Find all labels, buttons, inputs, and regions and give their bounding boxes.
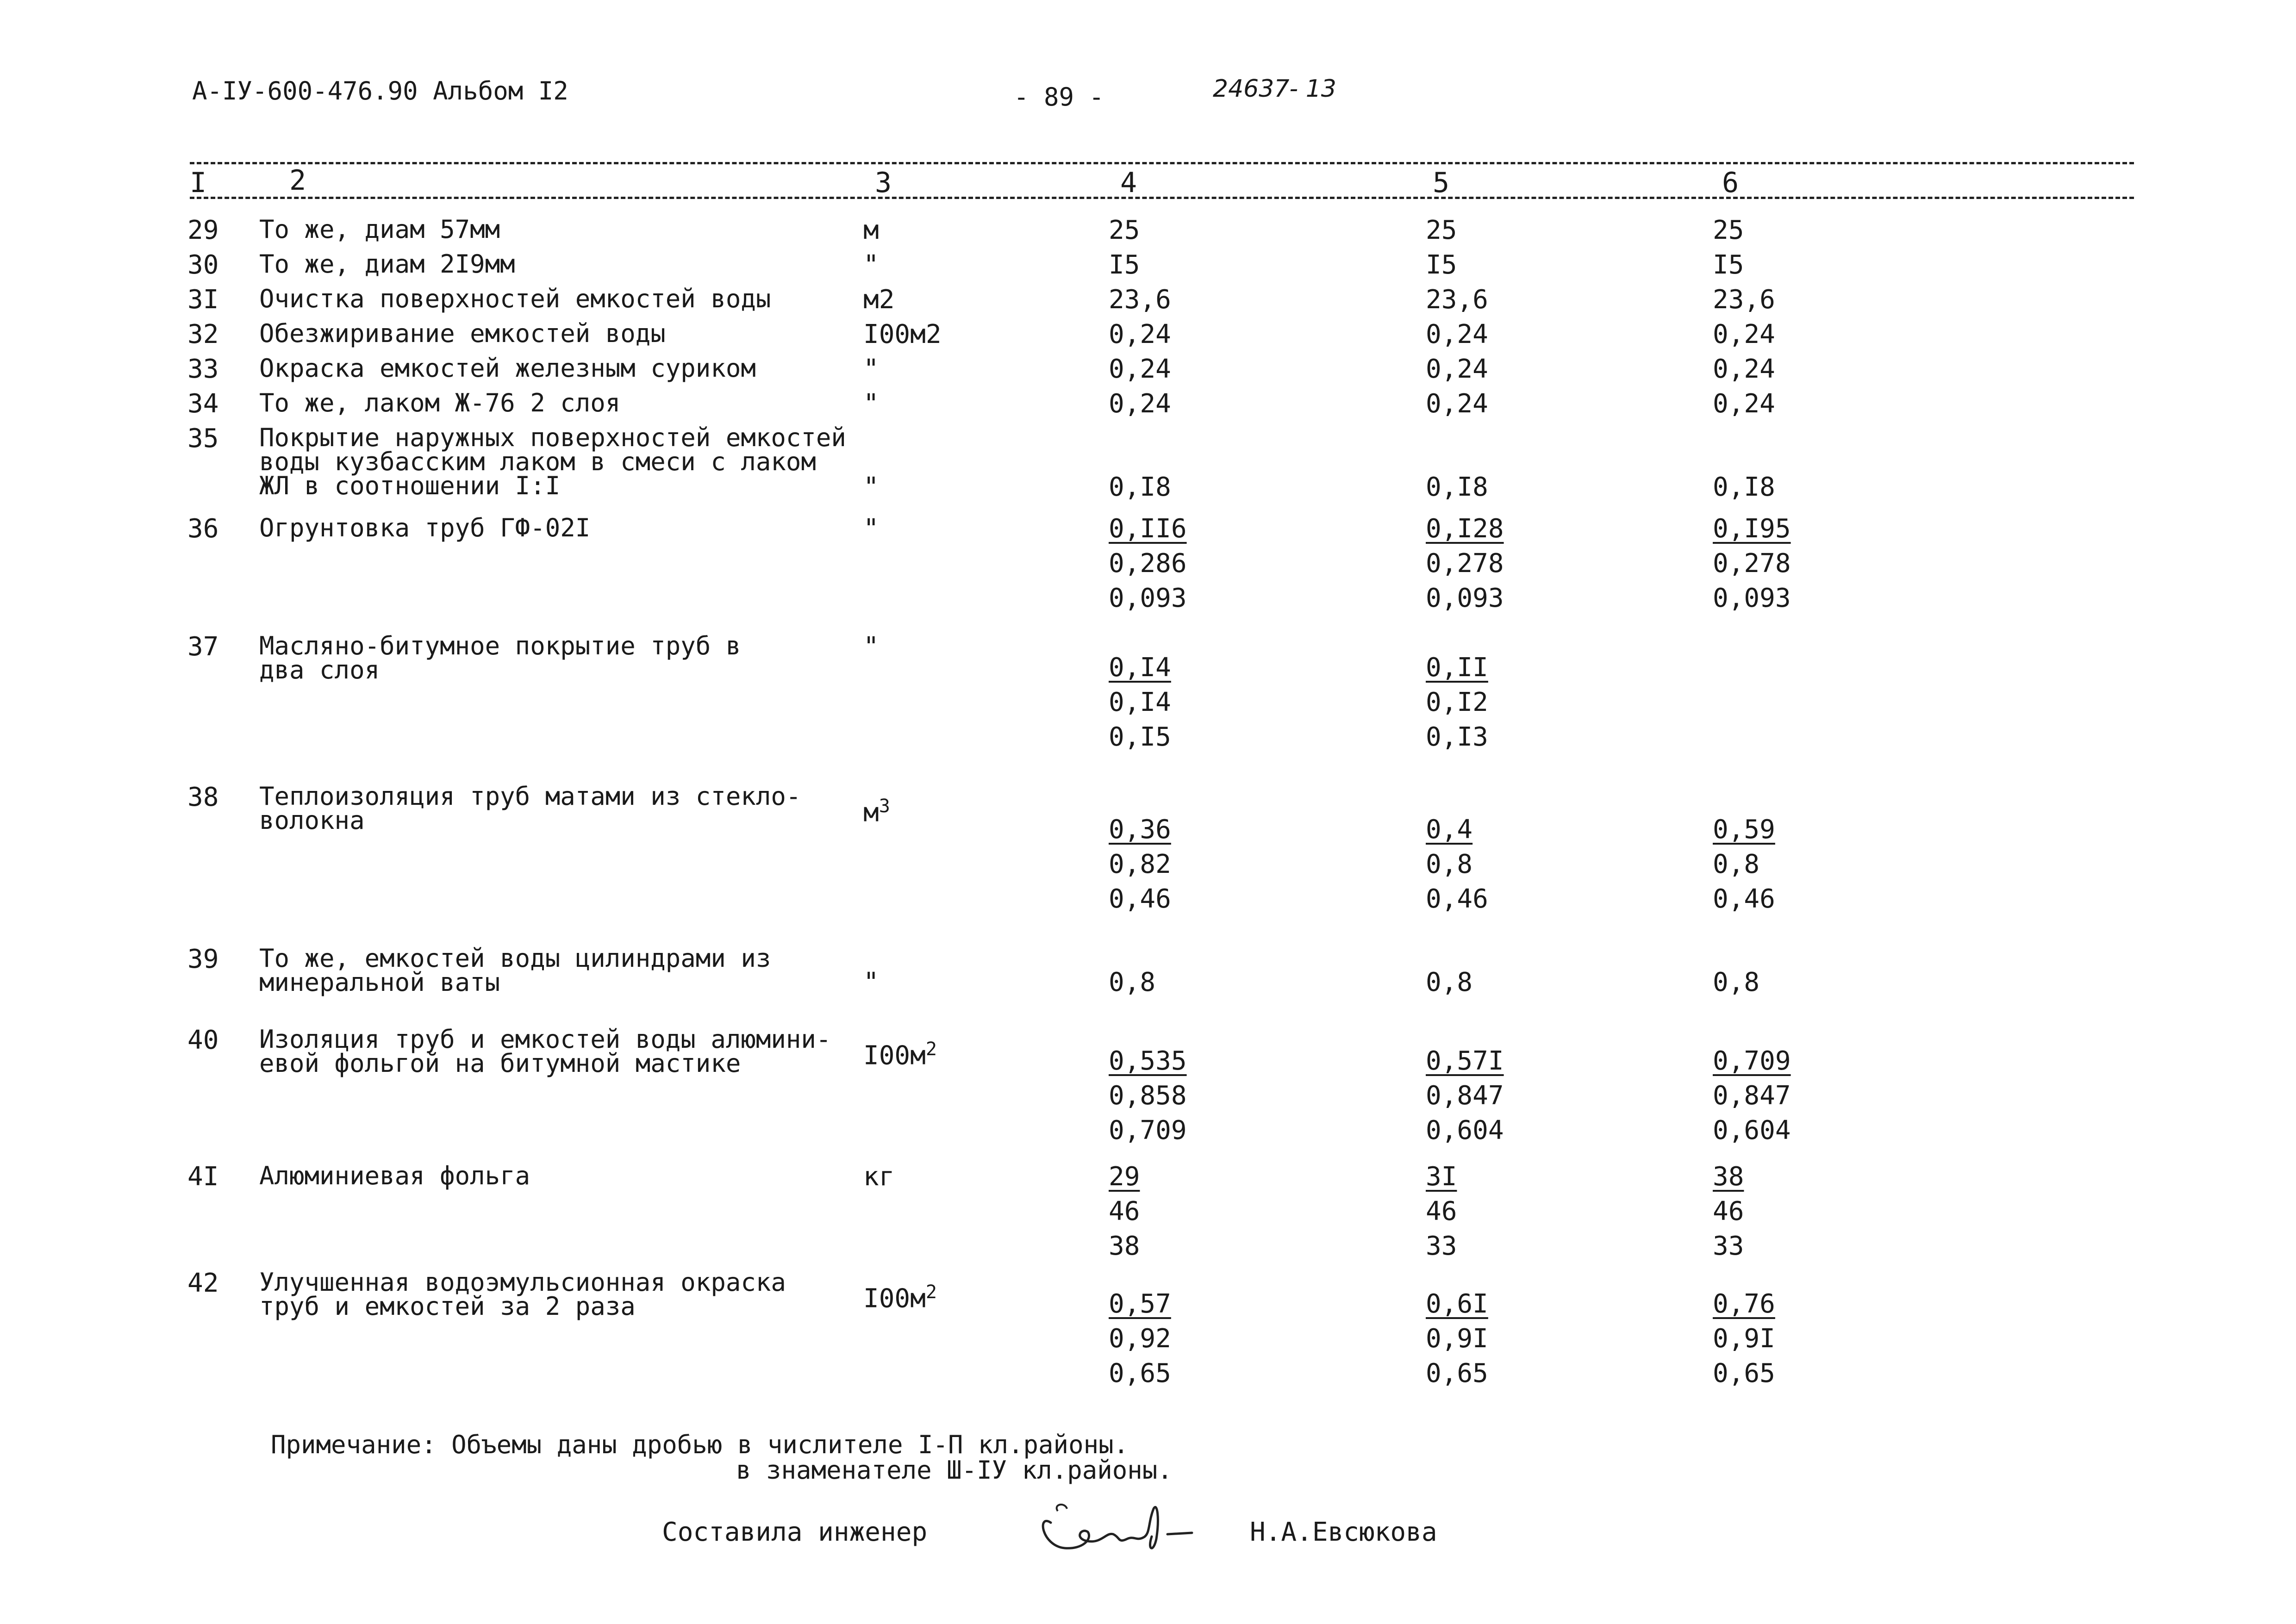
value-c4: I5 bbox=[1109, 250, 1140, 280]
value-c5-numerator: 0,I28 bbox=[1426, 514, 1504, 544]
value-c6: I5 bbox=[1713, 250, 1744, 280]
work-description-line: Изоляция труб и емкостей воды алюмини- bbox=[259, 1025, 831, 1054]
unit-of-measure: $м^3$ bbox=[863, 796, 890, 828]
value-c5-denominator-a: 0,8 bbox=[1426, 849, 1473, 879]
value-c4-denominator-b: 0,46 bbox=[1109, 884, 1171, 914]
value-c6: 0,I8 bbox=[1713, 472, 1775, 502]
page-number: - 89 - bbox=[1014, 82, 1104, 112]
work-description-line: То же, емкостей воды цилиндрами из bbox=[259, 944, 771, 973]
value-c6: 0,24 bbox=[1713, 354, 1775, 384]
column-header-3: 3 bbox=[875, 167, 892, 199]
value-c4: 0,24 bbox=[1109, 354, 1171, 384]
work-description-line: Окраска емкостей железным суриком bbox=[259, 354, 756, 383]
work-description-line: Масляно-битумное покрытие труб в bbox=[259, 631, 741, 660]
row-number: 40 bbox=[187, 1025, 219, 1055]
unit-of-measure: $I00м^2$ bbox=[863, 1039, 937, 1071]
work-description-line: Покрытие наружных поверхностей емкостей bbox=[259, 423, 846, 452]
value-c4-numerator: 0,II6 bbox=[1109, 514, 1187, 544]
value-c4-numerator: 0,535 bbox=[1109, 1046, 1187, 1076]
value-c4-denominator-a: 0,82 bbox=[1109, 849, 1171, 879]
value-c4: 0,I8 bbox=[1109, 472, 1171, 502]
value-c4-denominator-a: 0,I4 bbox=[1109, 687, 1171, 717]
value-c5: 0,I8 bbox=[1426, 472, 1488, 502]
value-c6-numerator: 0,76 bbox=[1713, 1289, 1775, 1319]
value-c4: 0,24 bbox=[1109, 319, 1171, 349]
value-c4-numerator: 0,I4 bbox=[1109, 653, 1171, 683]
header-rule-top bbox=[190, 162, 2134, 164]
work-description-line: два слоя bbox=[259, 655, 380, 684]
row-number: 36 bbox=[187, 514, 219, 544]
value-c6-denominator-a: 0,278 bbox=[1713, 548, 1791, 579]
value-c6: 25 bbox=[1713, 215, 1744, 245]
work-description-line: Огрунтовка труб ГФ-02I bbox=[259, 513, 591, 542]
value-c6-denominator-b: 0,65 bbox=[1713, 1358, 1775, 1388]
work-description-line: евой фольгой на битумной мастике bbox=[259, 1049, 741, 1078]
value-c5-numerator: 0,4 bbox=[1426, 815, 1473, 845]
work-description-line: труб и емкостей за 2 раза bbox=[259, 1292, 636, 1321]
value-c5: I5 bbox=[1426, 250, 1457, 280]
value-c6-denominator-a: 0,9I bbox=[1713, 1324, 1775, 1354]
value-c6: 0,24 bbox=[1713, 319, 1775, 349]
value-c4-numerator: 0,36 bbox=[1109, 815, 1171, 845]
work-description-line: минеральной ваты bbox=[259, 968, 500, 997]
work-description-line: То же, лаком Ж-76 2 слоя bbox=[259, 388, 621, 417]
row-number: 29 bbox=[187, 215, 219, 245]
work-description-line: То же, диам 57мм bbox=[259, 215, 500, 244]
value-c5: 0,8 bbox=[1426, 967, 1473, 997]
value-c4-denominator-b: 0,I5 bbox=[1109, 722, 1171, 752]
value-c6-denominator-a: 0,8 bbox=[1713, 849, 1760, 879]
value-c4: 0,24 bbox=[1109, 389, 1171, 419]
unit-of-measure: " bbox=[863, 389, 879, 419]
value-c4-numerator: 0,57 bbox=[1109, 1289, 1171, 1319]
row-number: 3I bbox=[187, 285, 219, 315]
value-c5: 0,24 bbox=[1426, 354, 1488, 384]
value-c5-denominator-b: 0,093 bbox=[1426, 583, 1504, 613]
signoff-label: Составила инженер bbox=[662, 1517, 928, 1547]
row-number: 30 bbox=[187, 250, 219, 280]
value-c4-denominator-a: 46 bbox=[1109, 1196, 1140, 1226]
unit-of-measure: " bbox=[863, 632, 879, 662]
header-rule-bottom bbox=[190, 197, 2134, 199]
value-c5-denominator-b: 33 bbox=[1426, 1231, 1457, 1261]
value-c6: 0,24 bbox=[1713, 389, 1775, 419]
value-c4-denominator-b: 0,65 bbox=[1109, 1358, 1171, 1388]
value-c5-denominator-b: 0,65 bbox=[1426, 1358, 1488, 1388]
row-number: 38 bbox=[187, 782, 219, 812]
value-c4: 0,8 bbox=[1109, 967, 1156, 997]
value-c5-numerator: 3I bbox=[1426, 1162, 1457, 1192]
unit-of-measure: м bbox=[863, 215, 879, 245]
value-c4-denominator-a: 0,92 bbox=[1109, 1324, 1171, 1354]
value-c5: 25 bbox=[1426, 215, 1457, 245]
column-header-2: 2 bbox=[289, 164, 306, 197]
row-number: 35 bbox=[187, 423, 219, 454]
value-c5-denominator-a: 0,I2 bbox=[1426, 687, 1488, 717]
value-c6-denominator-a: 0,847 bbox=[1713, 1081, 1791, 1111]
unit-of-measure: " bbox=[863, 967, 879, 997]
unit-of-measure: " bbox=[863, 472, 879, 502]
value-c5-denominator-a: 0,847 bbox=[1426, 1081, 1504, 1111]
value-c6: 0,8 bbox=[1713, 967, 1760, 997]
value-c5-numerator: 0,6I bbox=[1426, 1289, 1488, 1319]
column-header-6: 6 bbox=[1722, 167, 1739, 199]
value-c4-numerator: 29 bbox=[1109, 1162, 1140, 1192]
value-c5: 0,24 bbox=[1426, 319, 1488, 349]
row-number: 4I bbox=[187, 1162, 219, 1192]
row-number: 42 bbox=[187, 1268, 219, 1298]
value-c5: 23,6 bbox=[1426, 285, 1488, 315]
work-description-line: Улучшенная водоэмульсионная окраска bbox=[259, 1268, 786, 1297]
unit-of-measure: $I00м^2$ bbox=[863, 1282, 937, 1314]
value-c5-denominator-a: 46 bbox=[1426, 1196, 1457, 1226]
value-c4: 23,6 bbox=[1109, 285, 1171, 315]
document-code: А-IУ-600-476.90 Альбом I2 bbox=[192, 76, 568, 106]
value-c5-denominator-b: 0,I3 bbox=[1426, 722, 1488, 752]
row-number: 34 bbox=[187, 389, 219, 419]
unit-of-measure: " bbox=[863, 514, 879, 544]
work-description-line: Алюминиевая фольга bbox=[259, 1161, 530, 1190]
value-c4: 25 bbox=[1109, 215, 1140, 245]
value-c6-denominator-b: 33 bbox=[1713, 1231, 1744, 1261]
value-c6-denominator-b: 0,093 bbox=[1713, 583, 1791, 613]
value-c5: 0,24 bbox=[1426, 389, 1488, 419]
value-c6: 23,6 bbox=[1713, 285, 1775, 315]
value-c5-denominator-b: 0,46 bbox=[1426, 884, 1488, 914]
value-c4-denominator-b: 0,709 bbox=[1109, 1115, 1187, 1145]
work-description-line: волокна bbox=[259, 806, 365, 835]
value-c6-denominator-a: 46 bbox=[1713, 1196, 1744, 1226]
value-c4-denominator-a: 0,858 bbox=[1109, 1081, 1187, 1111]
value-c6-denominator-b: 0,46 bbox=[1713, 884, 1775, 914]
work-description-line: ЖЛ в соотношении I:I bbox=[259, 471, 561, 500]
work-description-line: Обезжиривание емкостей воды bbox=[259, 319, 666, 348]
value-c6-denominator-b: 0,604 bbox=[1713, 1115, 1791, 1145]
work-description-line: Теплоизоляция труб матами из стекло- bbox=[259, 782, 801, 811]
signoff-name: Н.А.Евсюкова bbox=[1250, 1517, 1437, 1547]
value-c6-numerator: 0,I95 bbox=[1713, 514, 1791, 544]
handwritten-reference: 24637- 13 bbox=[1213, 75, 1336, 103]
column-header-4: 4 bbox=[1120, 167, 1137, 199]
column-header-5: 5 bbox=[1433, 167, 1450, 199]
row-number: 33 bbox=[187, 354, 219, 384]
row-number: 32 bbox=[187, 319, 219, 349]
note-line-1: Примечание: Объемы даны дробью в числителе I-П кл.районы. bbox=[271, 1430, 1129, 1459]
unit-of-measure: " bbox=[863, 354, 879, 384]
value-c5-denominator-b: 0,604 bbox=[1426, 1115, 1504, 1145]
work-description-line: Очистка поверхностей емкостей воды bbox=[259, 284, 771, 313]
unit-of-measure: м2 bbox=[863, 285, 895, 315]
value-c5-denominator-a: 0,278 bbox=[1426, 548, 1504, 579]
value-c6-numerator: 0,59 bbox=[1713, 815, 1775, 845]
value-c6-numerator: 0,709 bbox=[1713, 1046, 1791, 1076]
row-number: 37 bbox=[187, 632, 219, 662]
note-line-2: в знаменателе Ш-IУ кл.районы. bbox=[736, 1456, 1173, 1485]
unit-of-measure: кг bbox=[863, 1162, 895, 1192]
value-c5-numerator: 0,57I bbox=[1426, 1046, 1504, 1076]
handwritten-signature bbox=[1032, 1495, 1208, 1560]
value-c5-numerator: 0,II bbox=[1426, 653, 1488, 683]
value-c4-denominator-b: 38 bbox=[1109, 1231, 1140, 1261]
work-description-line: воды кузбасским лаком в смеси с лаком bbox=[259, 447, 816, 476]
row-number: 39 bbox=[187, 944, 219, 974]
unit-of-measure: I00м2 bbox=[863, 319, 942, 349]
value-c5-denominator-a: 0,9I bbox=[1426, 1324, 1488, 1354]
work-description-line: То же, диам 2I9мм bbox=[259, 249, 515, 279]
value-c6-numerator: 38 bbox=[1713, 1162, 1744, 1192]
value-c4-denominator-a: 0,286 bbox=[1109, 548, 1187, 579]
value-c4-denominator-b: 0,093 bbox=[1109, 583, 1187, 613]
column-header-1: I bbox=[190, 167, 207, 199]
unit-of-measure: " bbox=[863, 250, 879, 280]
